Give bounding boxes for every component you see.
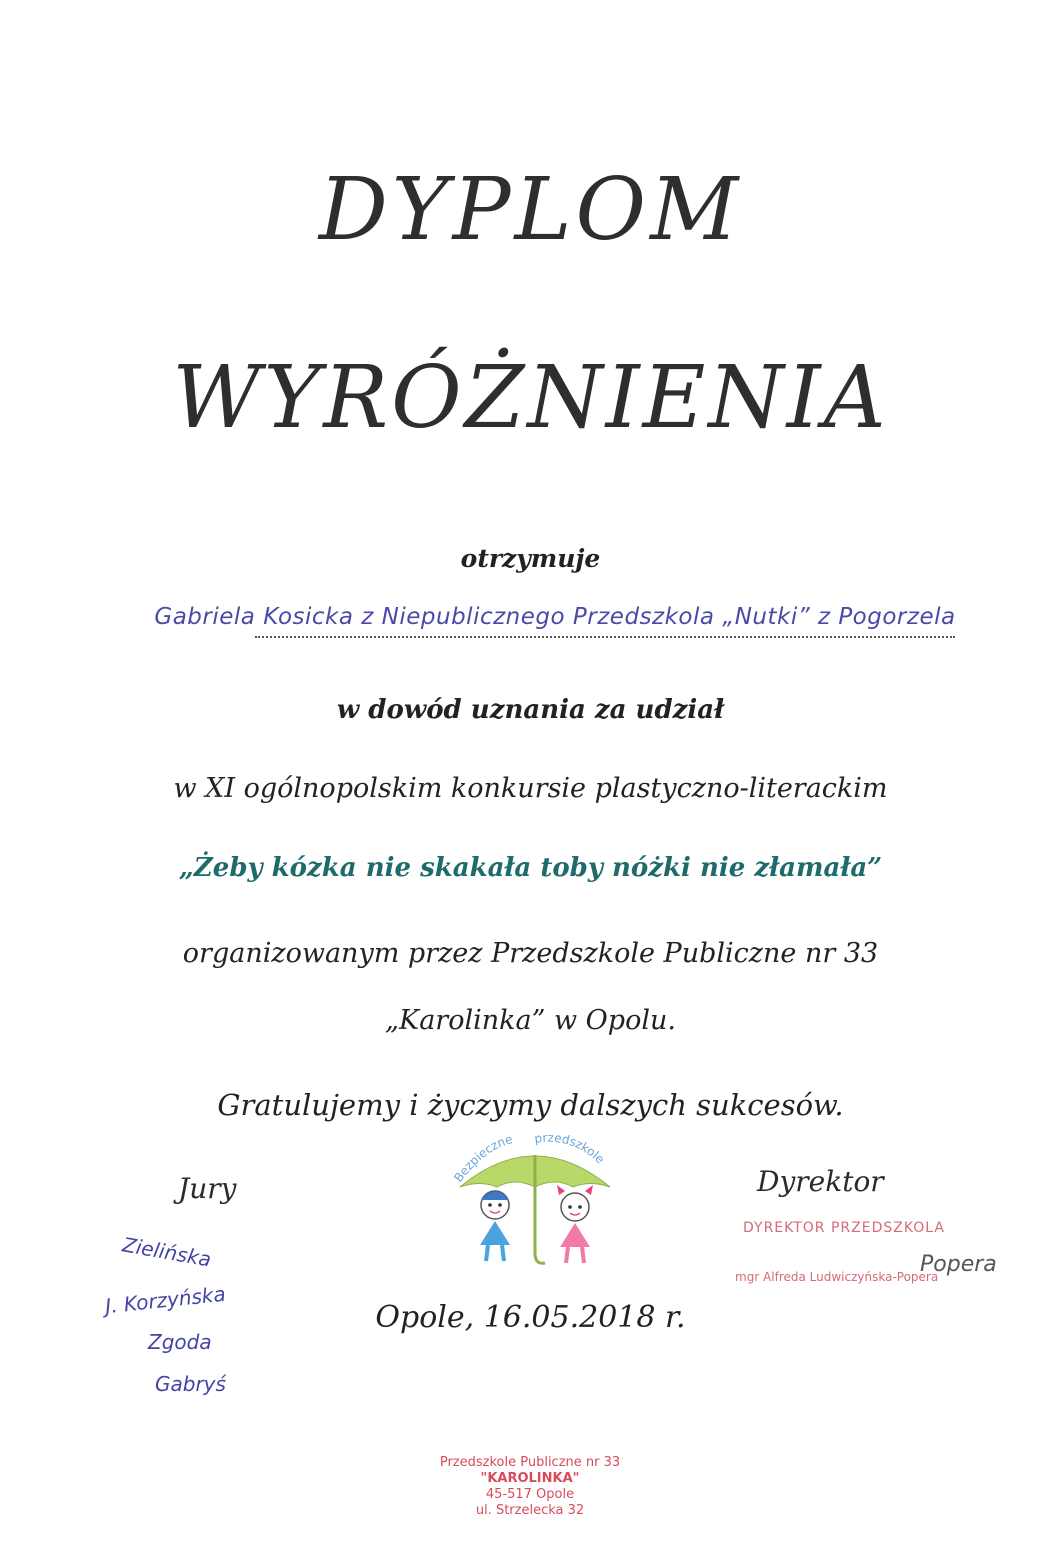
school-stamp-line: 45-517 Opole — [485, 1487, 575, 1502]
congratulations: Gratulujemy i życzymy dalszych sukcesów. — [217, 1088, 844, 1122]
director-stamp-title: DYREKTOR PRZEDSZKOLA — [743, 1220, 945, 1236]
organizer-line: organizowanym przez Przedszkole Publiczne nr 33 — [182, 938, 879, 969]
logo-text-right: przedszkole — [533, 1130, 608, 1167]
recognition-text: w dowód uznania za udział — [336, 695, 725, 725]
receives-label: otrzymuje — [460, 544, 601, 573]
director-stamp — [725, 1210, 1025, 1300]
diploma-subtitle: WYRÓŻNIENIA — [172, 348, 889, 448]
school-stamp-line: "KAROLINKA" — [480, 1471, 580, 1486]
jury-signature: J. Korzyńska — [104, 1281, 227, 1319]
school-stamp-line: ul. Strzelecka 32 — [475, 1503, 585, 1518]
jury-signature: Gabryś — [155, 1372, 226, 1396]
contest-title: „Żeby kózka nie skakała toby nóżki nie złamała” — [178, 853, 883, 883]
jury-signature: Zielińska — [120, 1232, 214, 1272]
diploma-title: DYPLOM — [318, 160, 743, 260]
dotted-line — [255, 636, 955, 638]
organizer-name: „Karolinka” w Opolu. — [385, 1005, 676, 1036]
director-stamp-name: mgr Alfreda Ludwiczyńska-Popera — [735, 1270, 939, 1284]
director-label: Dyrektor — [757, 1165, 884, 1198]
recipient-name: Gabriela Kosicka z Niepublicznego Przedszkola „Nutki” z Pogorzela — [154, 604, 956, 630]
umbrella-children-icon — [440, 1125, 630, 1275]
recipient-line — [115, 600, 995, 660]
safe-preschool-logo — [440, 1125, 630, 1275]
logo-text-left: Bezpieczne — [451, 1132, 515, 1185]
contest-line: w XI ogólnopolskim konkursie plastyczno-literackim — [173, 773, 888, 804]
jury-signature: Zgoda — [148, 1330, 212, 1354]
school-stamp-line: Przedszkole Publiczne nr 33 — [439, 1455, 621, 1470]
school-stamp — [400, 1455, 660, 1545]
place-date: Opole, 16.05.2018 r. — [375, 1300, 686, 1335]
jury-label: Jury — [178, 1172, 237, 1205]
director-signature: Popera — [920, 1252, 997, 1277]
